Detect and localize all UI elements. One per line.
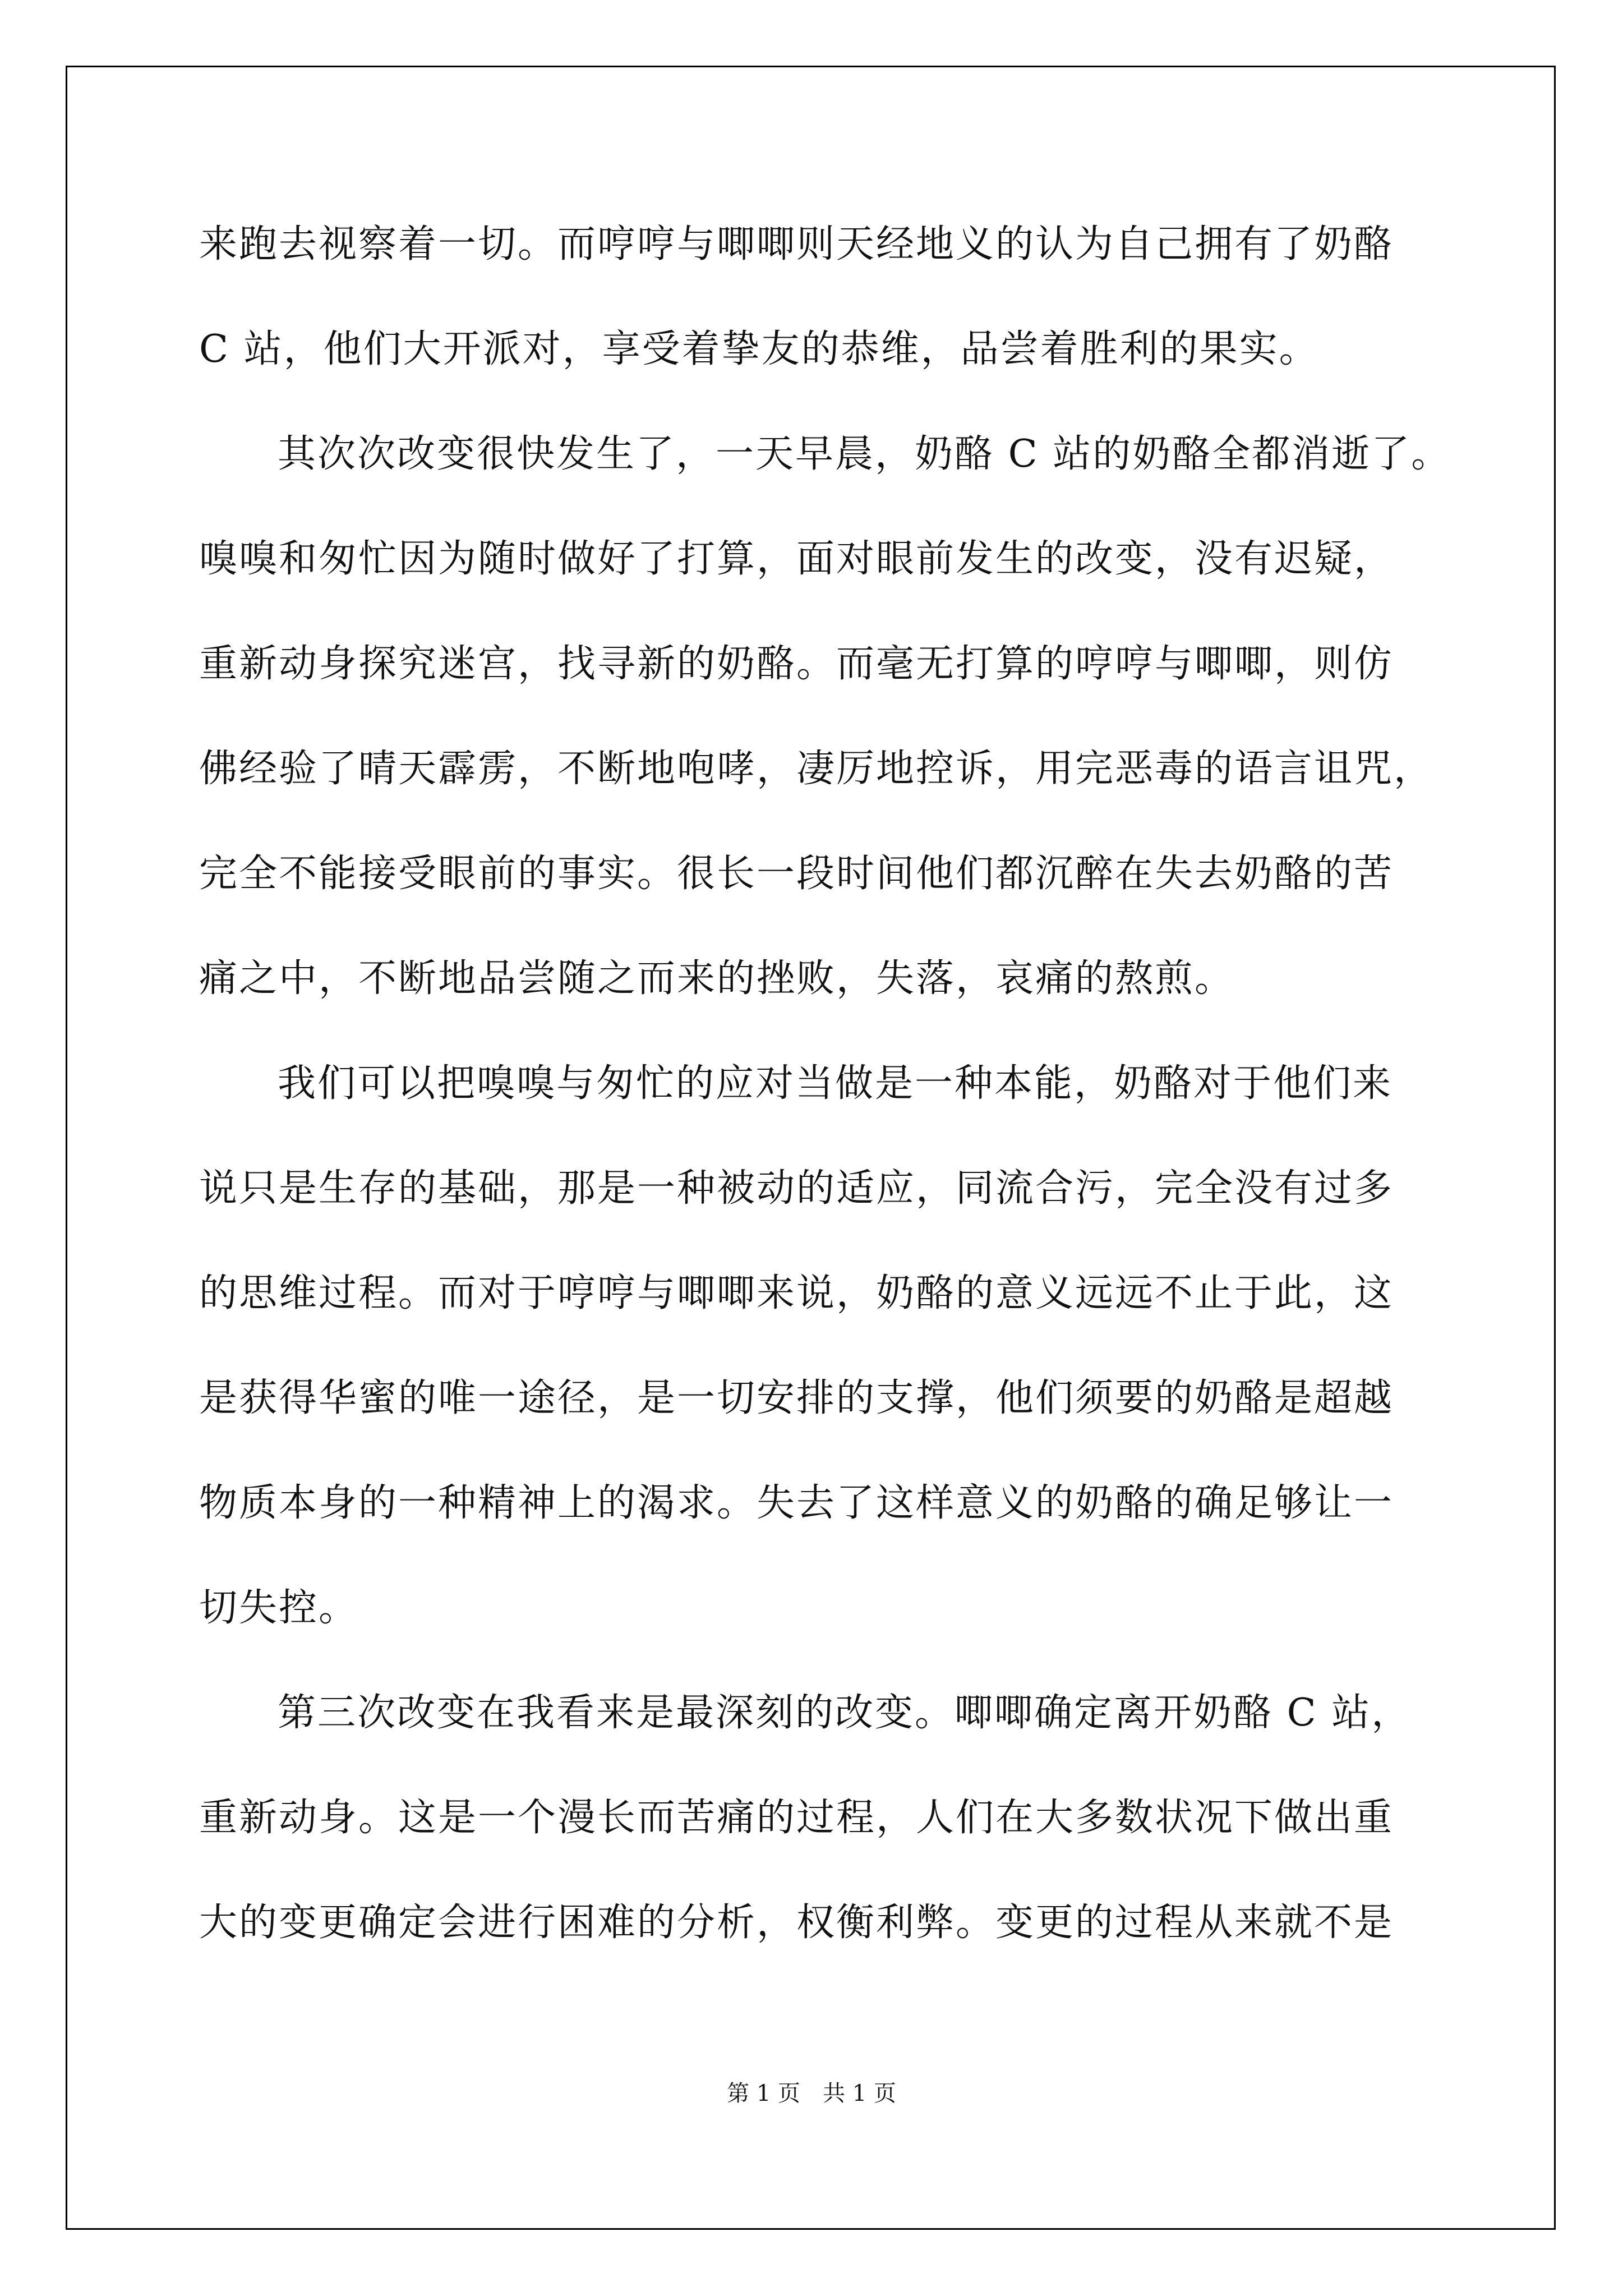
text-line: 的思维过程。而对于哼哼与唧唧来说，奶酪的意义远远不止于此，这 <box>199 1271 1394 1315</box>
text-line: 重新动身探究迷宫，找寻新的奶酪。而毫无打算的哼哼与唧唧，则仿 <box>199 642 1394 686</box>
document-body <box>199 192 1451 1975</box>
paragraph-start-line: 其次次改变很快发生了，一天早晨，奶酪 C 站的奶酪全都消逝了。 <box>278 432 1451 476</box>
text-line: 重新动身。这是一个漫长而苦痛的过程，人们在大多数状况下做出重 <box>199 1796 1394 1840</box>
text-line: 佛经验了晴天霹雳，不断地咆哮，凄厉地控诉，用完恶毒的语言诅咒， <box>199 747 1434 791</box>
page-total: 共 1 页 <box>823 2081 896 2106</box>
text-line: 嗅嗅和匆忙因为随时做好了打算，面对眼前发生的改变，没有迟疑， <box>199 537 1394 581</box>
text-line: 切失控。 <box>199 1586 359 1630</box>
text-line: 物质本身的一种精神上的渴求。失去了这样意义的奶酪的确足够让一 <box>199 1481 1394 1525</box>
text-line: 是获得华蜜的唯一途径，是一切安排的支撑，他们须要的奶酪是超越 <box>199 1376 1394 1420</box>
text-line: 说只是生存的基础，那是一种被动的适应，同流合污，完全没有过多 <box>199 1166 1394 1211</box>
text-line: C 站，他们大开派对，享受着挚友的恭维，品尝着胜利的果实。 <box>199 327 1319 371</box>
page-footer <box>0 2076 1623 2108</box>
text-line: 痛之中，不断地品尝随之而来的挫败，失落，哀痛的熬煎。 <box>199 956 1235 1001</box>
text-line: 来跑去视察着一切。而哼哼与唧唧则天经地义的认为自己拥有了奶酪 <box>199 222 1394 266</box>
text-line: 完全不能接受眼前的事实。很长一段时间他们都沉醉在失去奶酪的苦 <box>199 852 1394 896</box>
page-number: 第 1 页 <box>727 2081 800 2106</box>
paragraph-start-line: 我们可以把嗅嗅与匆忙的应对当做是一种本能，奶酪对于他们来 <box>278 1061 1393 1106</box>
paragraph-start-line: 第三次改变在我看来是最深刻的改变。唧唧确定离开奶酪 C 站， <box>278 1691 1412 1735</box>
text-line: 大的变更确定会进行困难的分析，权衡利弊。变更的过程从来就不是 <box>199 1901 1394 1945</box>
